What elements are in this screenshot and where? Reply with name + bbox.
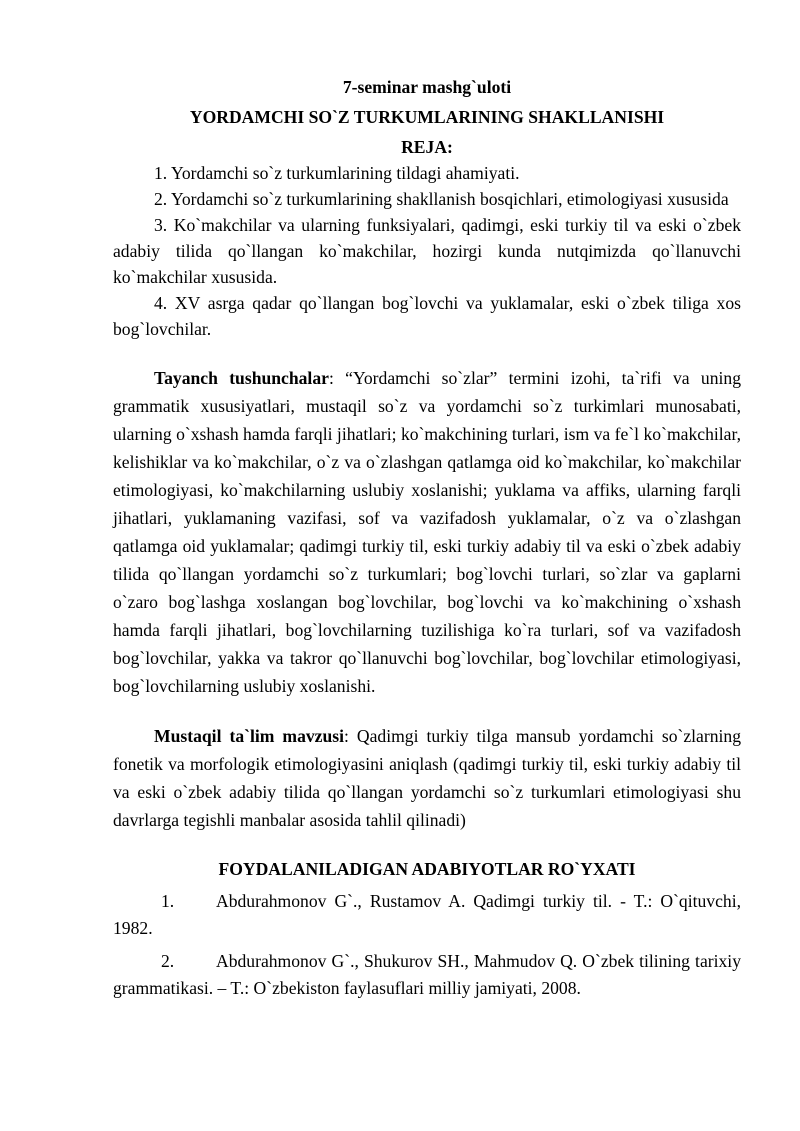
document-page [113, 70, 741, 1002]
seminar-title: 7-seminar mashg`uloti [342, 77, 512, 97]
plan-item: 4. XV asrga qadar qo`llangan bog`lovchi va yuklamalar, eski o`zbek tiliga xos bog`lovchilar. [113, 293, 741, 339]
literature-item [113, 888, 741, 942]
topic-title: YORDAMCHI SO`Z TURKUMLARINING SHAKLLANISHI [189, 107, 665, 127]
literature-item-number: 2. [161, 951, 175, 971]
self-study-paragraph [113, 722, 741, 834]
plan-title: REJA: [401, 137, 453, 157]
literature-item-text: Abdurahmonov G`., Shukurov SH., Mahmudov Q. O`zbek tilining tarixiy grammatikasi. – T.: O`zbekiston faylasuflari milliy jamiyati, 2008. [113, 951, 741, 998]
literature-item-text: Abdurahmonov G`., Rustamov A. Qadimgi turkiy til. - T.: O`qituvchi, 1982. [113, 891, 741, 938]
plan-item: 3. Ko`makchilar va ularning funksiyalari, qadimgi, eski turkiy til va eski o`zbek adabiy tilida qo`llangan ko`makchilar, hozirgi kunda nutqimizda qo`llanuvchi ko`makchilar xususida. [113, 215, 741, 287]
literature-item [113, 948, 741, 1002]
key-concepts-paragraph [113, 364, 741, 700]
key-concepts-label: Tayanch tushunchalar [154, 368, 329, 388]
self-study-text: : Qadimgi turkiy tilga mansub yordamchi so`zlarning fonetik va morfologik etimologiyasini aniqlash (qadimgi turkiy til, eski turkiy adabiy til va eski o`zbek adabiy tilida qo`llangan yordamchi so`z turkumlari etimologiyasi shu davrlarga tegishli manbalar asosida tahlil qilinadi) [113, 726, 741, 830]
key-concepts-text: : “Yordamchi so`zlar” termini izohi, ta`rifi va uning grammatik xususiyatlari, mustaqil so`z va yordamchi so`z turkimlari munosabati, ularning o`xshash hamda farqli jihatlari; ko`makchining turlari, ism va fe`l ko`makchilar, kelishiklar va ko`makchilar, o`z va o`zlashgan qatlamga oid ko`makchilar, ko`makchilar etimologiyasi, ko`makchilarning uslubiy xoslanishi; yuklama va affiks, ularning farqli jihatlari, yuklamaning vazifasi, sof va vazifadosh yuklamalar, o`z va o`zlashgan qatlamga oid yuklamalar; qadimgi turkiy til, eski turkiy adabiy til va eski o`zbek adabiy tilida qo`llangan yordamchi so`z turkumlari; bog`lovchi turlari, so`zlar va gaplarni o`zaro bog`lashga xoslangan bog`lovchilar, bog`lovchi va ko`makchining o`xshash hamda farqli jihatlari, bog`lovchilarning tuzilishiga ko`ra turlari, sof va vazifadosh bog`lovchilar, yakka va takror qo`llanuvchi bog`lovchilar, bog`lovchilar etimologiyasi, bog`lovchilarning uslubiy xoslanishi. [113, 368, 741, 696]
literature-title: FOYDALANILADIGAN ADABIYOTLAR RO`YXATI [218, 859, 636, 879]
literature-item-number: 1. [161, 891, 175, 911]
plan-item: 1. Yordamchi so`z turkumlarining tildagi ahamiyati. [154, 163, 520, 183]
self-study-label: Mustaqil ta`lim mavzusi [154, 726, 345, 746]
plan-item: 2. Yordamchi so`z turkumlarining shakllanish bosqichlari, etimologiyasi xususida [154, 189, 729, 209]
